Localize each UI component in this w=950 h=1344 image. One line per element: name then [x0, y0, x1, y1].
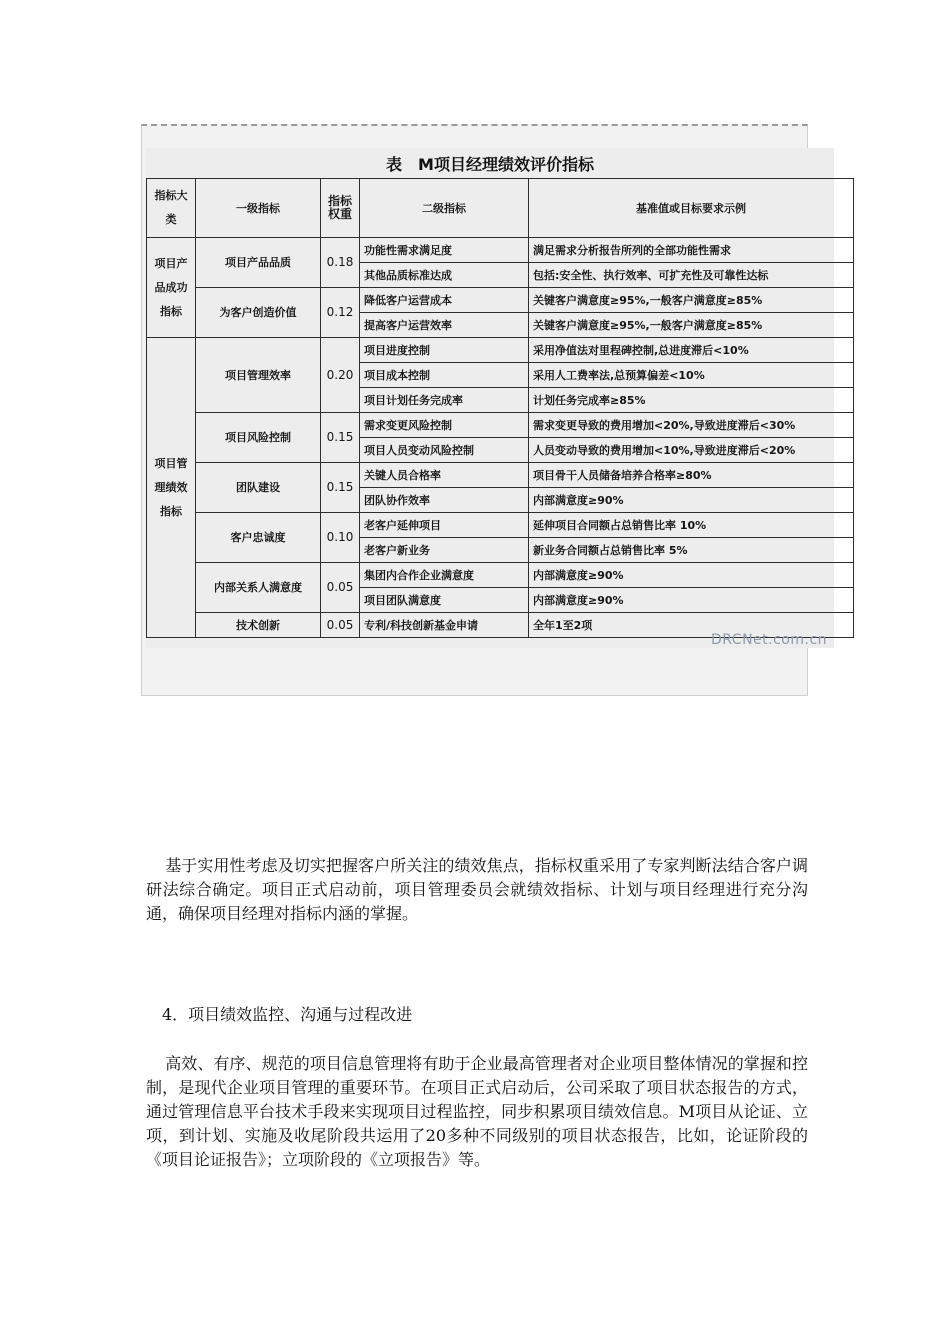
kpi-table [146, 178, 854, 638]
level2-cell: 老客户延伸项目 [360, 513, 529, 538]
table-row [147, 463, 854, 488]
table-row [147, 563, 854, 588]
weight-cell: 0.05 [321, 613, 360, 638]
paragraph-weight-method: 基于实用性考虑及切实把握客户所关注的绩效焦点，指标权重采用了专家判断法结合客户调研法综合确定。项目正式启动前，项目管理委员会就绩效指标、计划与项目经理进行充分沟通，确保项目经理对指标内涵的掌握。 [146, 856, 808, 923]
example-cell: 延伸项目合同额占总销售比率 10% [529, 513, 854, 538]
level2-cell: 老客户新业务 [360, 538, 529, 563]
table-row [147, 288, 854, 313]
level2-cell: 提高客户运营效率 [360, 313, 529, 338]
example-cell: 包括:安全性、执行效率、可扩充性及可靠性达标 [529, 263, 854, 288]
level1-cell: 团队建设 [196, 463, 321, 513]
level2-cell: 其他品质标准达成 [360, 263, 529, 288]
level1-cell: 项目管理效率 [196, 338, 321, 413]
header-level1: 一级指标 [196, 179, 321, 238]
weight-cell: 0.15 [321, 413, 360, 463]
table-row [147, 413, 854, 438]
table-header-row [147, 179, 854, 238]
header-category: 指标大类 [147, 179, 196, 238]
example-cell: 满足需求分析报告所列的全部功能性需求 [529, 238, 854, 263]
table-row [147, 513, 854, 538]
level2-cell: 功能性需求满足度 [360, 238, 529, 263]
table-title: 表 M项目经理绩效评价指标 [386, 155, 594, 174]
table-row [147, 238, 854, 263]
category-cell: 项目管理绩效指标 [147, 338, 196, 638]
level1-cell: 项目产品品质 [196, 238, 321, 288]
example-cell: 内部满意度≥90% [529, 588, 854, 613]
weight-cell: 0.20 [321, 338, 360, 413]
paragraph-monitoring: 高效、有序、规范的项目信息管理将有助于企业最高管理者对企业项目整体情况的掌握和控制，是现代企业项目管理的重要环节。在项目正式启动后，公司采取了项目状态报告的方式，通过管理信息平台技术手段来实现项目过程监控，同步积累项目绩效信息。M项目从论证、立项，到计划、实施及收尾阶段共运用了20多种不同级别的项目状态报告，比如，论证阶段的《项目论证报告》；立项阶段的《立项报告》等。 [146, 1054, 808, 1169]
weight-cell: 0.18 [321, 238, 360, 288]
example-cell: 采用人工费率法,总预算偏差<10% [529, 363, 854, 388]
example-cell: 关键客户满意度≥95%,一般客户满意度≥85% [529, 313, 854, 338]
level1-cell: 技术创新 [196, 613, 321, 638]
level2-cell: 集团内合作企业满意度 [360, 563, 529, 588]
level1-cell: 项目风险控制 [196, 413, 321, 463]
example-cell: 全年1至2项 [529, 613, 854, 638]
example-cell: 内部满意度≥90% [529, 488, 854, 513]
level2-cell: 降低客户运营成本 [360, 288, 529, 313]
example-cell: 项目骨干人员储备培养合格率≥80% [529, 463, 854, 488]
table-row [147, 338, 854, 363]
level2-cell: 关键人员合格率 [360, 463, 529, 488]
category-cell: 项目产品成功指标 [147, 238, 196, 338]
watermark-text: DRCNet.com.cn [711, 632, 828, 648]
level2-cell: 项目人员变动风险控制 [360, 438, 529, 463]
header-example: 基准值或目标要求示例 [529, 179, 854, 238]
example-cell: 新业务合同额占总销售比率 5% [529, 538, 854, 563]
example-cell: 计划任务完成率≥85% [529, 388, 854, 413]
weight-cell: 0.05 [321, 563, 360, 613]
header-level2: 二级指标 [360, 179, 529, 238]
scanned-table-image [146, 148, 834, 648]
example-cell: 需求变更导致的费用增加<20%,导致进度滞后<30% [529, 413, 854, 438]
weight-cell: 0.12 [321, 288, 360, 338]
level1-cell: 为客户创造价值 [196, 288, 321, 338]
weight-cell: 0.15 [321, 463, 360, 513]
example-cell: 人员变动导致的费用增加<10%,导致进度滞后<20% [529, 438, 854, 463]
level2-cell: 项目计划任务完成率 [360, 388, 529, 413]
weight-cell: 0.10 [321, 513, 360, 563]
example-cell: 采用净值法对里程碑控制,总进度滞后<10% [529, 338, 854, 363]
example-cell: 关键客户满意度≥95%,一般客户满意度≥85% [529, 288, 854, 313]
example-cell: 内部满意度≥90% [529, 563, 854, 588]
level2-cell: 专利/科技创新基金申请 [360, 613, 529, 638]
level1-cell: 内部关系人满意度 [196, 563, 321, 613]
level2-cell: 需求变更风险控制 [360, 413, 529, 438]
level2-cell: 项目团队满意度 [360, 588, 529, 613]
level2-cell: 项目成本控制 [360, 363, 529, 388]
header-weight: 指标权重 [321, 179, 360, 238]
level2-cell: 团队协作效率 [360, 488, 529, 513]
level1-cell: 客户忠诚度 [196, 513, 321, 563]
section-heading: 4．项目绩效监控、沟通与过程改进 [162, 1005, 413, 1024]
level2-cell: 项目进度控制 [360, 338, 529, 363]
